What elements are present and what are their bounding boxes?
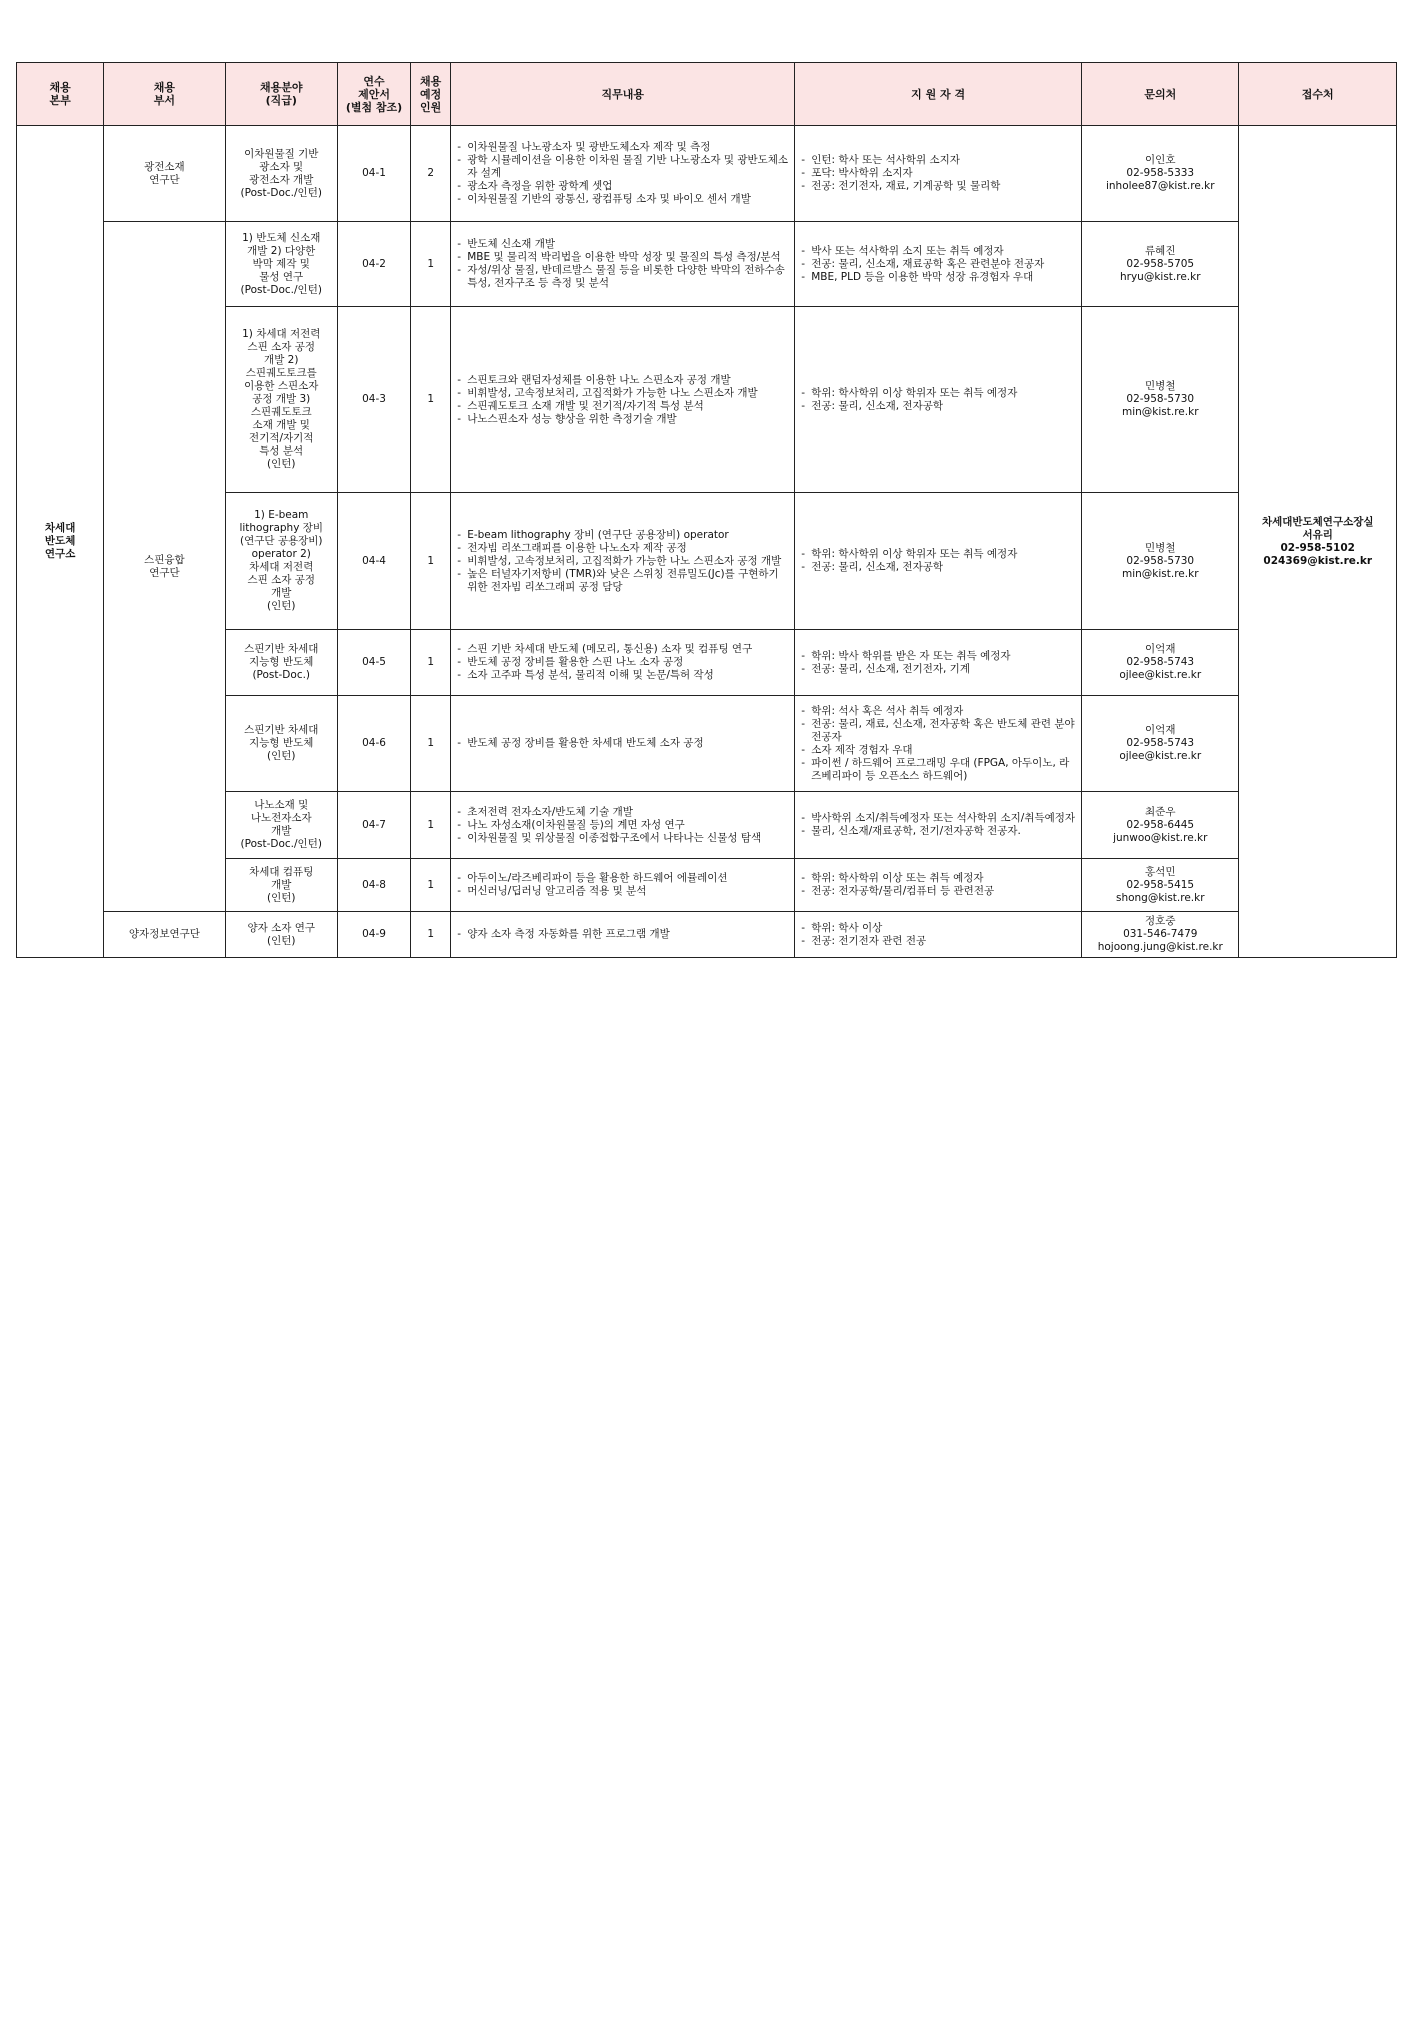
hire-count (411, 792, 451, 859)
duty-item: - 비휘발성, 고속정보처리, 고집적화가 가능한 나노 스핀소자 공정 개발 (455, 555, 790, 568)
qualification-item: - MBE, PLD 등을 이용한 박막 성장 유경험자 우대 (799, 271, 1077, 284)
qualification-list (799, 245, 1077, 284)
duty-item: - 반도체 공정 장비를 활용한 차세대 반도체 소자 공정 (455, 737, 790, 750)
cell-text: 이차원물질 기반 광소자 및 광전소자 개발 (Post-Doc./인턴) (240, 147, 322, 199)
qualification-cell (795, 859, 1082, 912)
hire-count (411, 859, 451, 912)
qualification-item: - 전공: 물리, 재료, 신소재, 전자공학 혹은 반도체 관련 분야 전공자 (799, 718, 1077, 744)
department-cell (104, 222, 225, 912)
qualification-item: - 학위: 학사학위 이상 학위자 또는 취득 예정자 (799, 548, 1077, 561)
duties-cell (451, 630, 795, 696)
cell-text: 양자정보연구단 (128, 928, 200, 940)
duty-item: - 나노스핀소자 성능 향상을 위한 측정기술 개발 (455, 413, 790, 426)
field-cell (225, 792, 337, 859)
duty-item: - 높은 터널자기저항비 (TMR)와 낮은 스위칭 전류밀도(Jc)를 구현하기 위한 전자빔 리쏘그래피 공정 담당 (455, 568, 790, 594)
duties-cell (451, 307, 795, 493)
contact-cell (1082, 126, 1239, 222)
contact-phone: 02-958-5743 (1126, 656, 1195, 668)
qualification-item: - 학위: 학사학위 이상 또는 취득 예정자 (799, 872, 1077, 885)
duty-item: - MBE 및 물리적 박리법을 이용한 박막 성장 및 물질의 특성 측정/분석 (455, 251, 790, 264)
header-unit: 채용 본부 (17, 63, 104, 126)
proposal-code (337, 493, 410, 630)
hire-count (411, 493, 451, 630)
proposal-code (337, 696, 410, 792)
duty-item: - E-beam lithography 장비 (연구단 공용장비) operator (455, 529, 790, 542)
unit-cell (17, 126, 104, 958)
field-cell (225, 307, 337, 493)
duty-item: - 이차원물질 나노광소자 및 광반도체소자 제작 및 측정 (455, 141, 790, 154)
proposal-code (337, 792, 410, 859)
qualification-list (799, 922, 1077, 948)
contact-email[interactable]: inholee87@kist.re.kr (1105, 180, 1215, 192)
cell-text: 양자 소자 연구 (인턴) (247, 921, 316, 947)
qualification-cell (795, 222, 1082, 307)
qualification-item: - 전공: 물리, 신소재, 전자공학 (799, 400, 1077, 413)
cell-text: 1) E-beam lithography 장비 (연구단 공용장비) operator 2) 차세대 저전력 스핀 소자 공정 개발 (인턴) (239, 509, 324, 612)
contact-email[interactable]: shong@kist.re.kr (1115, 891, 1205, 904)
cell-text: 04-4 (362, 554, 386, 567)
duty-list (455, 737, 790, 750)
duty-item: - 이차원물질 기반의 광통신, 광컴퓨팅 소자 및 바이오 센서 개발 (455, 193, 790, 206)
contact-cell (1082, 307, 1239, 493)
contact-phone: 031-546-7479 (1123, 928, 1198, 940)
contact-phone: 02-958-5333 (1126, 167, 1195, 179)
cell-text: 1 (427, 878, 434, 891)
contact-phone: 02-958-5730 (1126, 554, 1195, 567)
contact-phone: 02-958-5415 (1126, 878, 1195, 891)
proposal-code (337, 859, 410, 912)
duty-item: - 자성/위상 물질, 반데르발스 물질 등을 비롯한 다양한 박막의 전하수송 특성, 전자구조 등 측정 및 분석 (455, 264, 790, 290)
duty-item: - 이차원물질 및 위상물질 이종접합구조에서 나타나는 신물성 탐색 (455, 832, 790, 845)
cell-text: 1 (427, 554, 434, 567)
duties-cell (451, 859, 795, 912)
cell-text: 차세대 컴퓨팅 개발 (인턴) (249, 865, 314, 904)
qualification-list (799, 387, 1077, 413)
qualification-item: - 박사학위 소지/취득예정자 또는 석사학위 소지/취득예정자 (799, 812, 1077, 825)
header-count: 채용 예정 인원 (411, 63, 451, 126)
cell-text: 스핀기반 차세대 지능형 반도체 (Post-Doc.) (244, 643, 319, 681)
qualification-item: - 박사 또는 석사학위 소지 또는 취득 예정자 (799, 245, 1077, 258)
contact-phone: 02-958-6445 (1126, 818, 1195, 831)
header-row (17, 63, 1397, 126)
qualification-cell (795, 307, 1082, 493)
duty-list (455, 643, 790, 682)
contact-email[interactable]: hryu@kist.re.kr (1119, 270, 1201, 283)
hire-count (411, 222, 451, 307)
duty-item: - 스핀궤도토크 소재 개발 및 전기적/자기적 특성 분석 (455, 400, 790, 413)
receiver-office: 차세대반도체연구소장실 (1261, 515, 1374, 528)
department-cell (104, 912, 225, 958)
cell-text: 04-5 (362, 656, 386, 668)
duty-list (455, 872, 790, 898)
contact-phone: 02-958-5730 (1126, 393, 1195, 405)
contact-cell (1082, 859, 1239, 912)
field-cell (225, 222, 337, 307)
field-cell (225, 126, 337, 222)
cell-text: 1 (427, 737, 434, 749)
contact-email[interactable]: min@kist.re.kr (1122, 406, 1199, 418)
duty-list (455, 238, 790, 290)
qualification-item: - 파이썬 / 하드웨어 프로그래밍 우대 (FPGA, 아두이노, 라즈베리파이 등 오픈소스 하드웨어) (799, 757, 1077, 783)
table-row (17, 912, 1397, 958)
cell-text: 04-3 (362, 393, 386, 405)
cell-text: 04-2 (362, 257, 386, 270)
contact-phone: 02-958-5743 (1126, 737, 1195, 749)
cell-text: 1 (427, 928, 434, 940)
cell-text: 04-6 (362, 737, 386, 749)
duty-list (455, 806, 790, 845)
cell-text: 차세대 반도체 연구소 (44, 522, 76, 560)
qualification-item: - 학위: 학사 이상 (799, 922, 1077, 935)
header-duties: 직무내용 (451, 63, 795, 126)
duty-item: - 반도체 공정 장비를 활용한 스핀 나노 소자 공정 (455, 656, 790, 669)
cell-text: 2 (427, 167, 434, 179)
duties-cell (451, 126, 795, 222)
cell-text: 1 (427, 818, 434, 831)
contact-name: 이인호 (1145, 154, 1176, 166)
cell-text: 1 (427, 393, 434, 405)
qualification-list (799, 705, 1077, 783)
receiver-cell (1239, 126, 1397, 958)
header-field: 채용분야 (직급) (225, 63, 337, 126)
duties-cell (451, 493, 795, 630)
contact-name: 정호중 (1145, 915, 1176, 927)
duties-cell (451, 696, 795, 792)
cell-text: 04-9 (362, 928, 386, 940)
hire-count (411, 912, 451, 958)
qualification-item: - 전공: 전자공학/물리/컴퓨터 등 관련전공 (799, 885, 1077, 898)
qualification-item: - 전공: 전기전자, 재료, 기계공학 및 물리학 (799, 180, 1077, 193)
cell-text: 1 (427, 656, 434, 668)
contact-name: 류혜진 (1145, 244, 1176, 257)
field-cell (225, 859, 337, 912)
contact-email[interactable]: ojlee@kist.re.kr (1119, 750, 1202, 762)
duty-item: - 나노 자성소재(이차원물질 등)의 계면 자성 연구 (455, 819, 790, 832)
qualification-item: - 학위: 박사 학위를 받은 자 또는 취득 예정자 (799, 650, 1077, 663)
receiver-name: 서유리 (1302, 528, 1333, 541)
table-body (17, 126, 1397, 958)
duty-item: - 초저전력 전자소자/반도체 기술 개발 (455, 806, 790, 819)
contact-cell (1082, 630, 1239, 696)
qualification-item: - 물리, 신소재/재료공학, 전기/전자공학 전공자. (799, 825, 1077, 838)
department-cell (104, 126, 225, 222)
cell-text: 04-1 (362, 167, 386, 179)
header-dept: 채용 부서 (104, 63, 225, 126)
contact-email[interactable]: junwoo@kist.re.kr (1113, 831, 1208, 844)
duties-cell (451, 222, 795, 307)
table-row (17, 222, 1397, 307)
proposal-code (337, 222, 410, 307)
contact-name: 홍석민 (1145, 865, 1176, 878)
header-qualifications: 지 원 자 격 (795, 63, 1082, 126)
proposal-code (337, 126, 410, 222)
qualification-item: - 학위: 석사 혹은 석사 취득 예정자 (799, 705, 1077, 718)
duty-list (455, 141, 790, 206)
header-receiver: 접수처 (1239, 63, 1397, 126)
cell-text: 광전소재 연구단 (144, 160, 185, 186)
contact-name: 최준우 (1145, 805, 1176, 818)
qualification-list (799, 812, 1077, 838)
qualification-cell (795, 126, 1082, 222)
contact-email[interactable]: min@kist.re.kr (1122, 567, 1199, 580)
table-row (17, 126, 1397, 222)
hire-count (411, 696, 451, 792)
cell-text: 1) 반도체 신소재 개발 2) 다양한 박막 제작 및 물성 연구 (Post-Doc./인턴) (240, 231, 322, 296)
qualification-item: - 인턴: 학사 또는 석사학위 소지자 (799, 154, 1077, 167)
hire-count (411, 307, 451, 493)
cell-text: 스핀기반 차세대 지능형 반도체 (인턴) (244, 724, 319, 762)
duty-item: - 전자빔 리쏘그래피를 이용한 나노소자 제작 공정 (455, 542, 790, 555)
qualification-item: - 포닥: 박사학위 소지자 (799, 167, 1077, 180)
qualification-item: - 전공: 물리, 신소재, 전자공학 (799, 561, 1077, 574)
recruitment-table (16, 62, 1397, 958)
qualification-list (799, 548, 1077, 574)
qualification-cell (795, 696, 1082, 792)
duty-item: - 스핀토크와 랜덤자성체를 이용한 나노 스핀소자 공정 개발 (455, 374, 790, 387)
duty-item: - 머신러닝/딥러닝 알고리즘 적용 및 분석 (455, 885, 790, 898)
contact-cell (1082, 222, 1239, 307)
cell-text: 1) 차세대 저전력 스핀 소자 공정 개발 2) 스핀궤도토크를 이용한 스핀소자 공정 개발 3) 스핀궤도토크 소재 개발 및 전기적/자기적 특성 분석 (인턴) (242, 328, 321, 470)
duties-cell (451, 912, 795, 958)
duty-list (455, 928, 790, 941)
qualification-cell (795, 630, 1082, 696)
contact-name: 민병철 (1145, 380, 1176, 392)
duty-item: - 스핀 기반 차세대 반도체 (메모리, 통신용) 소자 및 컴퓨팅 연구 (455, 643, 790, 656)
qualification-cell (795, 912, 1082, 958)
field-cell (225, 493, 337, 630)
header-proposal: 연수 제안서 (별첨 참조) (337, 63, 410, 126)
contact-email[interactable]: ojlee@kist.re.kr (1119, 669, 1202, 681)
qualification-item: - 전공: 물리, 신소재, 재료공학 혹은 관련분야 전공자 (799, 258, 1077, 271)
contact-cell (1082, 696, 1239, 792)
duty-item: - 소자 고주파 특성 분석, 물리적 이해 및 논문/특허 작성 (455, 669, 790, 682)
duty-item: - 광학 시뮬레이션을 이용한 이차원 물질 기반 나노광소자 및 광반도체소자 설계 (455, 154, 790, 180)
cell-text: 나노소재 및 나노전자소자 개발 (Post-Doc./인턴) (240, 799, 322, 850)
proposal-code (337, 912, 410, 958)
proposal-code (337, 630, 410, 696)
cell-text: 1 (427, 257, 434, 270)
contact-cell (1082, 792, 1239, 859)
contact-name: 이억재 (1145, 643, 1176, 655)
duty-item: - 광소자 측정을 위한 광학계 셋업 (455, 180, 790, 193)
duty-item: - 반도체 신소재 개발 (455, 238, 790, 251)
qualification-item: - 학위: 학사학위 이상 학위자 또는 취득 예정자 (799, 387, 1077, 400)
contact-email[interactable]: hojoong.jung@kist.re.kr (1097, 941, 1223, 953)
duty-item: - 양자 소자 측정 자동화를 위한 프로그램 개발 (455, 928, 790, 941)
qualification-list (799, 872, 1077, 898)
header-contact: 문의처 (1082, 63, 1239, 126)
qualification-cell (795, 493, 1082, 630)
contact-phone: 02-958-5705 (1126, 257, 1195, 270)
field-cell (225, 630, 337, 696)
cell-text: 04-7 (362, 818, 386, 831)
contact-name: 민병철 (1145, 541, 1176, 554)
duty-item: - 비휘발성, 고속정보처리, 고집적화가 가능한 나노 스핀소자 개발 (455, 387, 790, 400)
hire-count (411, 126, 451, 222)
qualification-item: - 전공: 물리, 신소재, 전기전자, 기계 (799, 663, 1077, 676)
hire-count (411, 630, 451, 696)
field-cell (225, 696, 337, 792)
contact-cell (1082, 493, 1239, 630)
qualification-item: - 전공: 전기전자 관련 전공 (799, 935, 1077, 948)
qualification-list (799, 154, 1077, 193)
duty-list (455, 374, 790, 426)
cell-text: 스핀융합 연구단 (144, 553, 185, 579)
qualification-item: - 소자 제작 경험자 우대 (799, 744, 1077, 757)
contact-name: 이억재 (1145, 724, 1176, 736)
field-cell (225, 912, 337, 958)
duty-list (455, 529, 790, 594)
proposal-code (337, 307, 410, 493)
contact-cell (1082, 912, 1239, 958)
receiver-phone: 02-958-5102 (1280, 541, 1355, 554)
qualification-list (799, 650, 1077, 676)
receiver-email[interactable]: 024369@kist.re.kr (1263, 554, 1373, 567)
duty-item: - 아두이노/라즈베리파이 등을 활용한 하드웨어 에뮬레이션 (455, 872, 790, 885)
qualification-cell (795, 792, 1082, 859)
duties-cell (451, 792, 795, 859)
cell-text: 04-8 (362, 878, 386, 891)
